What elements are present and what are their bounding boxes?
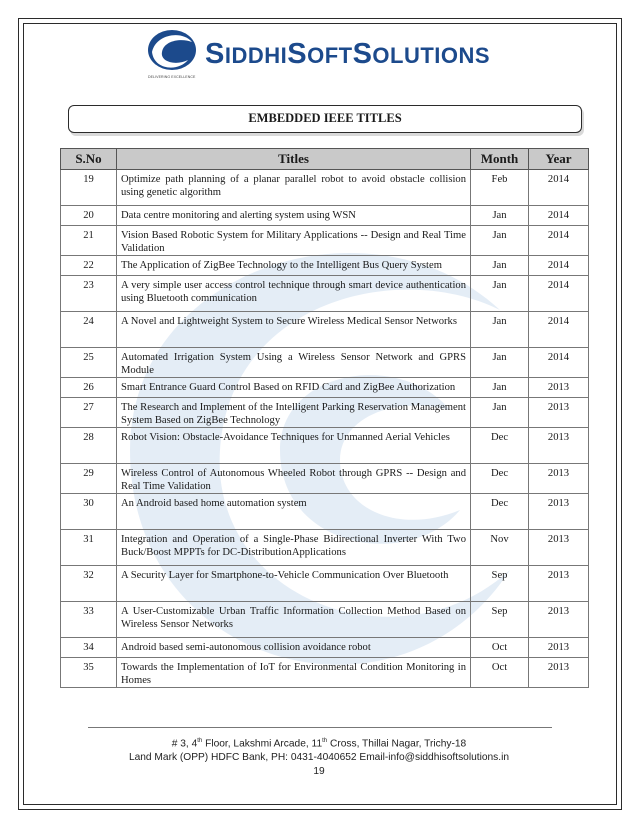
cell-sno: 22 — [61, 256, 117, 276]
cell-month: Oct — [471, 658, 529, 688]
table-row — [61, 530, 589, 566]
cell-year: 2013 — [529, 658, 589, 688]
cell-title: Robot Vision: Obstacle-Avoidance Techniques for Unmanned Aerial Vehicles — [117, 428, 471, 464]
cell-month: Dec — [471, 464, 529, 494]
company-logo — [142, 26, 202, 82]
cell-year: 2013 — [529, 398, 589, 428]
footer-contact: Land Mark (OPP) HDFC Bank, PH: 0431-4040652 Email-info@siddhisoftsolutions.in — [128, 752, 510, 764]
cell-year: 2013 — [529, 638, 589, 658]
cell-sno: 32 — [61, 566, 117, 602]
cell-month: Sep — [471, 566, 529, 602]
cell-title: Automated Irrigation System Using a Wireless Sensor Network and GPRS Module — [117, 348, 471, 378]
cell-title: An Android based home automation system — [117, 494, 471, 530]
cell-year: 2013 — [529, 428, 589, 464]
cell-title: Wireless Control of Autonomous Wheeled Robot through GPRS -- Design and Real Time Validation — [117, 464, 471, 494]
cell-month: Sep — [471, 602, 529, 638]
cell-month: Jan — [471, 256, 529, 276]
cell-sno: 25 — [61, 348, 117, 378]
cell-month: Dec — [471, 428, 529, 464]
cell-title: The Application of ZigBee Technology to the Intelligent Bus Query System — [117, 256, 471, 276]
cell-title: Data centre monitoring and alerting system using WSN — [117, 206, 471, 226]
table-row — [61, 226, 589, 256]
cell-month: Jan — [471, 276, 529, 312]
table-row — [61, 638, 589, 658]
table-row — [61, 428, 589, 464]
cell-sno: 30 — [61, 494, 117, 530]
cell-sno: 21 — [61, 226, 117, 256]
table-row — [61, 170, 589, 206]
cell-year: 2013 — [529, 602, 589, 638]
table-header-row — [61, 149, 589, 170]
cell-title: Smart Entrance Guard Control Based on RFID Card and ZigBee Authorization — [117, 378, 471, 398]
table-row — [61, 398, 589, 428]
footer-divider — [88, 727, 552, 728]
cell-sno: 26 — [61, 378, 117, 398]
table-row — [61, 602, 589, 638]
page-number: 19 — [313, 766, 325, 778]
cell-month: Dec — [471, 494, 529, 530]
cell-sno: 28 — [61, 428, 117, 464]
table-row — [61, 276, 589, 312]
cell-year: 2013 — [529, 530, 589, 566]
cell-title: Optimize path planning of a planar parallel robot to avoid obstacle collision using genetic algorithm — [117, 170, 471, 206]
cell-month: Jan — [471, 398, 529, 428]
header-month: Month — [471, 149, 529, 170]
footer — [0, 734, 638, 779]
cell-month: Jan — [471, 348, 529, 378]
cell-year: 2014 — [529, 256, 589, 276]
cell-year: 2014 — [529, 170, 589, 206]
table-row — [61, 494, 589, 530]
header-sno: S.No — [61, 149, 117, 170]
header-year: Year — [529, 149, 589, 170]
cell-sno: 35 — [61, 658, 117, 688]
cell-sno: 27 — [61, 398, 117, 428]
cell-month: Jan — [471, 312, 529, 348]
cell-year: 2014 — [529, 226, 589, 256]
cell-title: The Research and Implement of the Intelligent Parking Reservation Management System Based on ZigBee Technology — [117, 398, 471, 428]
cell-sno: 29 — [61, 464, 117, 494]
swirl-globe-logo-icon — [142, 26, 202, 76]
table-row — [61, 464, 589, 494]
table-row — [61, 206, 589, 226]
logo-tagline: DELIVERING EXCELLENCE — [148, 75, 196, 79]
cell-year: 2013 — [529, 494, 589, 530]
cell-title: Towards the Implementation of IoT for Environmental Condition Monitoring in Homes — [117, 658, 471, 688]
company-name: SIDDHISOFTSOLUTIONS — [205, 38, 491, 70]
cell-year: 2013 — [529, 378, 589, 398]
titles-table — [60, 148, 589, 688]
cell-month: Nov — [471, 530, 529, 566]
cell-sno: 23 — [61, 276, 117, 312]
header-titles: Titles — [117, 149, 471, 170]
cell-month: Jan — [471, 226, 529, 256]
cell-year: 2014 — [529, 312, 589, 348]
cell-sno: 20 — [61, 206, 117, 226]
cell-title: A Novel and Lightweight System to Secure Wireless Medical Sensor Networks — [117, 312, 471, 348]
cell-year: 2013 — [529, 464, 589, 494]
cell-sno: 31 — [61, 530, 117, 566]
cell-year: 2013 — [529, 566, 589, 602]
cell-month: Jan — [471, 206, 529, 226]
cell-title: A User-Customizable Urban Traffic Information Collection Method Based on Wireless Sensor Networks — [117, 602, 471, 638]
cell-sno: 33 — [61, 602, 117, 638]
cell-title: Integration and Operation of a Single-Phase Bidirectional Inverter With Two Buck/Boost MPPTs for DC-DistributionApplications — [117, 530, 471, 566]
cell-month: Oct — [471, 638, 529, 658]
cell-year: 2014 — [529, 206, 589, 226]
cell-year: 2014 — [529, 348, 589, 378]
cell-title: Android based semi-autonomous collision avoidance robot — [117, 638, 471, 658]
cell-sno: 34 — [61, 638, 117, 658]
table-row — [61, 566, 589, 602]
cell-month: Feb — [471, 170, 529, 206]
table-row — [61, 256, 589, 276]
table-row — [61, 378, 589, 398]
cell-year: 2014 — [529, 276, 589, 312]
table-row — [61, 312, 589, 348]
table-row — [61, 658, 589, 688]
cell-title: A Security Layer for Smartphone-to-Vehicle Communication Over Bluetooth — [117, 566, 471, 602]
cell-sno: 24 — [61, 312, 117, 348]
table-row — [61, 348, 589, 378]
cell-title: A very simple user access control technique through smart device authentication using Bluetooth communication — [117, 276, 471, 312]
cell-sno: 19 — [61, 170, 117, 206]
footer-address: # 3, 4th Floor, Lakshmi Arcade, 11th Cross, Thillai Nagar, Trichy-18 — [171, 738, 467, 750]
cell-month: Jan — [471, 378, 529, 398]
section-title: EMBEDDED IEEE TITLES — [68, 105, 582, 133]
cell-title: Vision Based Robotic System for Military Applications -- Design and Real Time Validation — [117, 226, 471, 256]
